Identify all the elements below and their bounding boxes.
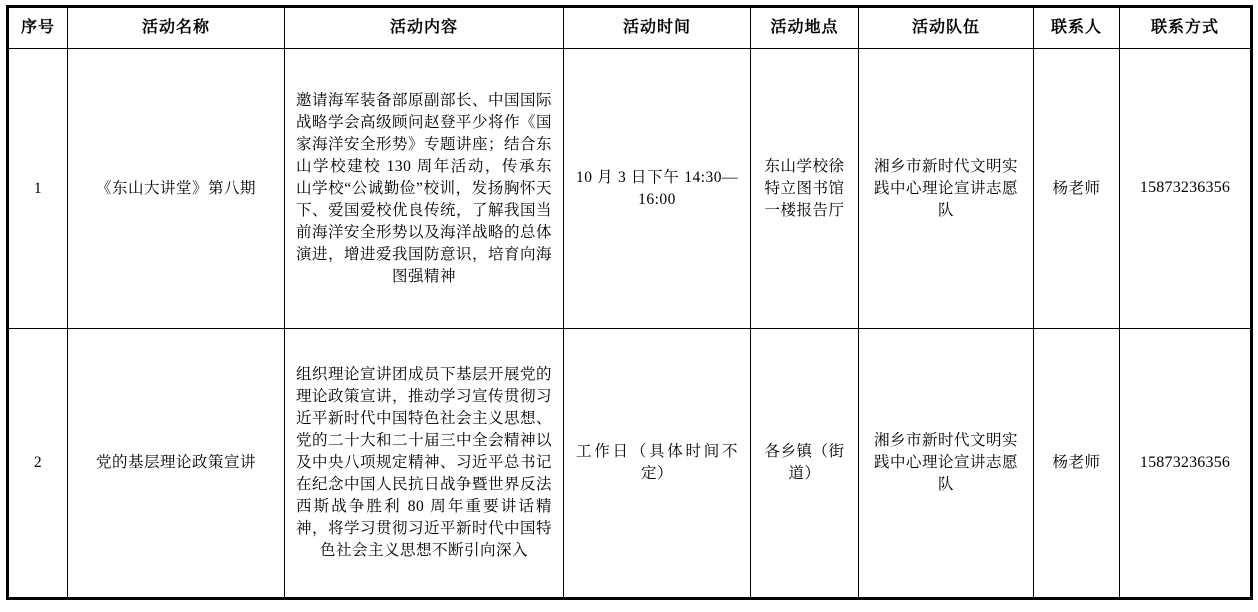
cell-contact-person: 杨老师 <box>1034 49 1120 329</box>
header-cell-phone: 联系方式 <box>1120 7 1252 49</box>
header-cell-location: 活动地点 <box>751 7 859 49</box>
cell-row-index: 2 <box>8 329 68 599</box>
cell-contact-person: 杨老师 <box>1034 329 1120 599</box>
header-cell-team: 活动队伍 <box>859 7 1034 49</box>
table-header-row <box>8 7 1252 49</box>
cell-activity-team <box>859 49 1034 329</box>
cell-activity-name: 党的基层理论政策宣讲 <box>68 329 285 599</box>
activity-location-text: 各乡镇（街道） <box>764 443 845 482</box>
cell-contact-phone: 15873236356 <box>1120 49 1252 329</box>
cell-activity-location <box>751 329 859 599</box>
cell-activity-time: 10 月 3 日下午 14:30—16:00 <box>564 49 751 329</box>
activity-team-text: 湘乡市新时代文明实践中心理论宣讲志愿队 <box>873 157 1018 219</box>
cell-activity-location <box>751 49 859 329</box>
activity-location-text: 东山学校徐特立图书馆一楼报告厅 <box>764 157 845 219</box>
header-cell-time: 活动时间 <box>564 7 751 49</box>
table-row <box>8 49 1252 329</box>
header-cell-content: 活动内容 <box>285 7 564 49</box>
header-cell-contact: 联系人 <box>1034 7 1120 49</box>
cell-activity-team <box>859 329 1034 599</box>
cell-contact-phone: 15873236356 <box>1120 329 1252 599</box>
header-cell-name: 活动名称 <box>68 7 285 49</box>
header-cell-index: 序号 <box>8 7 68 49</box>
table-row <box>8 329 1252 599</box>
cell-activity-name: 《东山大讲堂》第八期 <box>68 49 285 329</box>
cell-activity-time: 工作日（具体时间不定） <box>564 329 751 599</box>
activity-table <box>6 5 1253 600</box>
activity-team-text: 湘乡市新时代文明实践中心理论宣讲志愿队 <box>873 432 1018 493</box>
cell-row-index: 1 <box>8 49 68 329</box>
cell-activity-content: 组织理论宣讲团成员下基层开展党的理论政策宣讲，推动学习宣传贯彻习近平新时代中国特色社会主义思想、党的二十大和二十届三中全会精神以及中央八项规定精神、习近平总书记在纪念中国人民抗日战争暨世界反法西斯战争胜利 80 周年重要讲话精神，将学习贯彻习近平新时代中国特色社会主义思想不断引向深入 <box>285 329 564 599</box>
cell-activity-content: 邀请海军装备部原副部长、中国国际战略学会高级顾问赵登平少将作《国家海洋安全形势》专题讲座；结合东山学校建校 130 周年活动，传承东山学校“公诚勤俭”校训，发扬胸怀天下、爱国爱校优良传统，了解我国当前海洋安全形势以及海洋战略的总体演进，增进爱我国防意识，培育向海图强精神 <box>285 49 564 329</box>
